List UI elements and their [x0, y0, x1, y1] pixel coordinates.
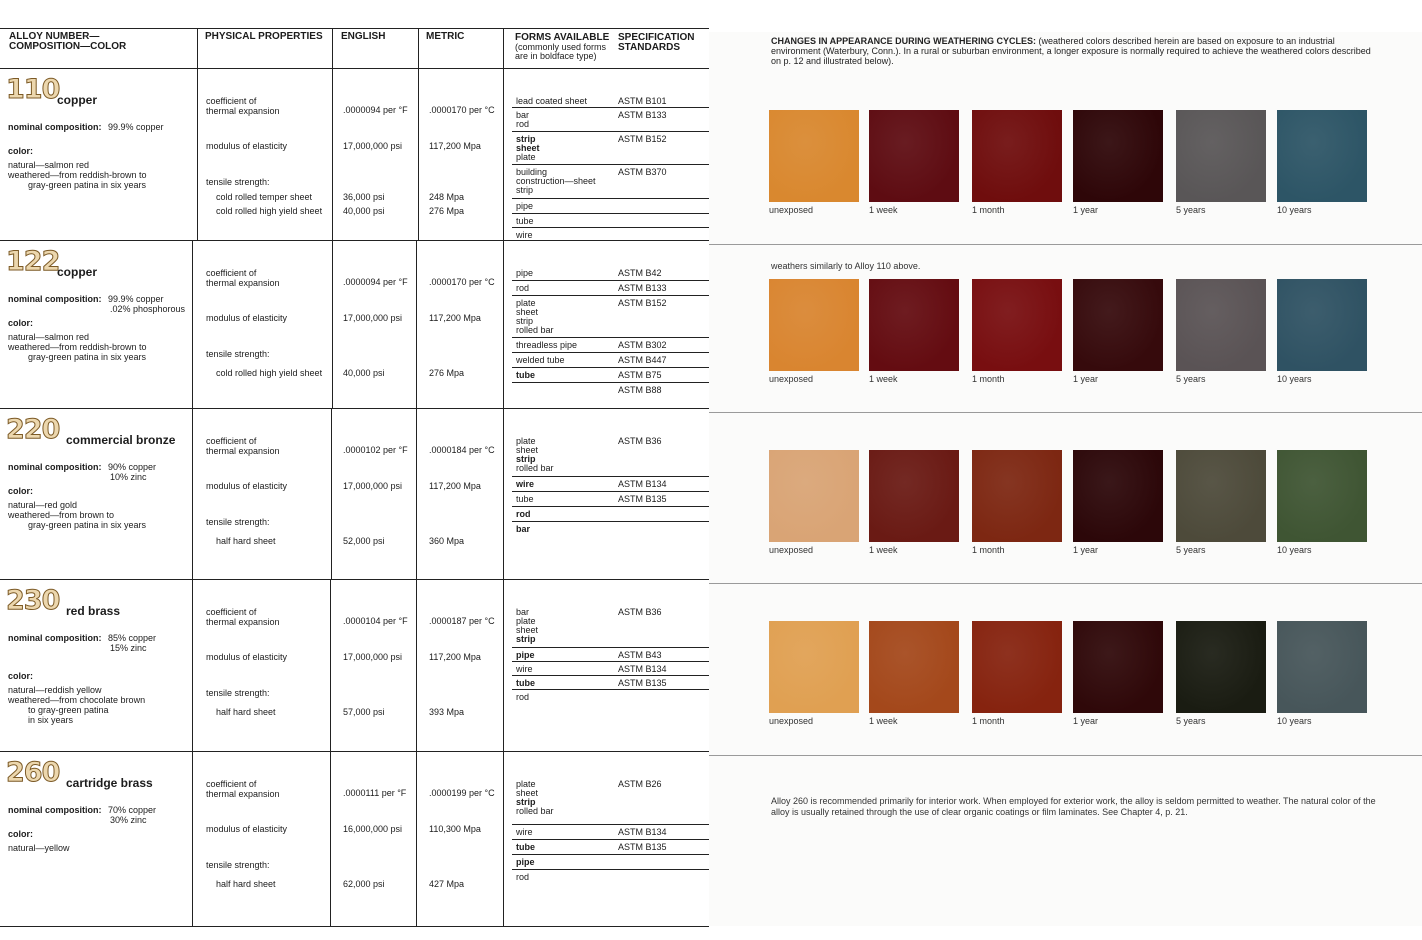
form-item: rolled bar: [516, 806, 554, 816]
tensile-item-label: half hard sheet: [216, 536, 276, 546]
spec-standard: ASTM B88: [618, 385, 662, 395]
form-item: plate: [516, 779, 536, 789]
header-forms: [515, 33, 609, 73]
spec-standard: ASTM B134: [618, 664, 667, 674]
modulus-metric: 117,200 Mpa: [429, 481, 481, 491]
form-item: building: [516, 167, 548, 177]
composition-value: 10% zinc: [110, 472, 147, 482]
cte-metric: .0000199 per °C: [429, 788, 495, 798]
weathering-row-divider: [709, 244, 1422, 245]
color-swatch-10-years: [1277, 279, 1367, 371]
form-divider: [512, 839, 709, 840]
swatch-label: 1 year: [1073, 716, 1099, 726]
cte-label-1: coefficient of: [206, 436, 257, 446]
modulus-english: 17,000,000 psi: [343, 313, 403, 323]
form-item: bar: [516, 524, 531, 534]
color-swatch-10-years: [1277, 450, 1367, 542]
color-swatch-1-year: [1073, 621, 1163, 713]
nominal-composition: [8, 805, 102, 815]
tensile-item-metric: 276 Mpa: [429, 206, 465, 216]
tensile-label: tensile strength:: [206, 860, 270, 870]
color-description: weathered—from brown to: [8, 510, 115, 520]
header-metric: METRIC: [426, 31, 465, 42]
spec-standard: ASTM B101: [618, 96, 667, 106]
spec-standard: ASTM B26: [618, 779, 662, 789]
swatch-label: 5 years: [1176, 374, 1206, 384]
swatch-label: unexposed: [769, 716, 814, 726]
weathering-note: weathers similarly to Alloy 110 above.: [771, 261, 921, 271]
color-swatch-1-week: [869, 279, 959, 371]
spec-standard: ASTM B135: [618, 494, 667, 504]
tensile-item-label: half hard sheet: [216, 879, 276, 889]
color-swatch-5-years: [1176, 110, 1266, 202]
spec-standard: ASTM B152: [618, 298, 667, 308]
color-swatch-1-week: [869, 450, 959, 542]
weathering-title: CHANGES IN APPEARANCE DURING WEATHERING CYCLES:: [771, 36, 1037, 46]
form-divider: [512, 280, 709, 281]
weathering-row-divider: [709, 583, 1422, 584]
tensile-item-metric: 393 Mpa: [429, 707, 465, 717]
swatch-label: 1 week: [869, 545, 898, 555]
header-spec: [618, 33, 694, 73]
alloy-number: 230: [6, 585, 60, 616]
spec-standard: ASTM B152: [618, 134, 667, 144]
composition-value: 70% copper: [108, 805, 157, 815]
alloy-name: cartridge brass: [66, 776, 153, 790]
form-item: wire: [516, 664, 533, 674]
alloy-number: 110: [6, 74, 60, 105]
weathering-header: [771, 36, 1381, 66]
spec-standard: ASTM B42: [618, 268, 662, 278]
composition-value: 15% zinc: [110, 643, 147, 653]
form-item: pipe: [516, 268, 534, 278]
color-swatch-1-month: [972, 279, 1062, 371]
color-description: natural—reddish yellow: [8, 685, 102, 695]
form-divider: [512, 107, 709, 108]
weathering-row-divider: [709, 755, 1422, 756]
form-item: strip: [516, 797, 536, 807]
composition-value: 30% zinc: [110, 815, 147, 825]
spec-standard: ASTM B135: [618, 842, 667, 852]
spec-standard: ASTM B36: [618, 607, 662, 617]
color-swatch-5-years: [1176, 450, 1266, 542]
form-item: threadless pipe: [516, 340, 578, 350]
tensile-item-label: cold rolled high yield sheet: [216, 368, 323, 378]
swatch-label: 1 year: [1073, 205, 1099, 215]
tensile-item-label: cold rolled temper sheet: [216, 192, 313, 202]
form-divider: [512, 337, 709, 338]
spec-standard: ASTM B135: [618, 678, 667, 688]
tensile-item-english: 36,000 psi: [343, 192, 385, 202]
swatch-label: 1 month: [972, 374, 1005, 384]
spec-standard: ASTM B134: [618, 479, 667, 489]
form-item: bar: [516, 110, 530, 120]
form-item: sheet: [516, 143, 540, 153]
modulus-english: 17,000,000 psi: [343, 141, 403, 151]
form-item: rod: [516, 692, 530, 702]
spec-standard: ASTM B447: [618, 355, 667, 365]
form-item: wire: [516, 827, 533, 837]
color-swatch-1-year: [1073, 279, 1163, 371]
cte-label-1: coefficient of: [206, 607, 257, 617]
swatch-label: 1 month: [972, 716, 1005, 726]
spec-standard: ASTM B370: [618, 167, 667, 177]
color-swatch-1-month: [972, 450, 1062, 542]
form-item: sheet: [516, 445, 539, 455]
form-item: pipe: [516, 650, 535, 660]
form-item: sheet: [516, 625, 539, 635]
modulus-metric: 117,200 Mpa: [429, 141, 481, 151]
tensile-item-english: 57,000 psi: [343, 707, 385, 717]
cte-label-1: coefficient of: [206, 779, 257, 789]
header-alloy-line1: ALLOY NUMBER—: [9, 31, 100, 42]
form-divider: [512, 213, 709, 214]
form-divider: [512, 476, 709, 477]
header-english: ENGLISH: [341, 31, 386, 42]
color-label: color:: [8, 486, 34, 496]
cte-label-2: thermal expansion: [206, 789, 280, 799]
composition-value: 85% copper: [108, 633, 157, 643]
alloy-properties-table: [0, 28, 709, 926]
tensile-item-label: cold rolled high yield sheet: [216, 206, 323, 216]
tensile-item-metric: 248 Mpa: [429, 192, 465, 202]
color-swatch-1-year: [1073, 450, 1163, 542]
composition-value: .02% phosphorous: [110, 304, 186, 314]
composition-value: 90% copper: [108, 462, 157, 472]
header-physical: PHYSICAL PROPERTIES: [205, 31, 323, 42]
color-description: gray-green patina in six years: [28, 180, 147, 190]
cte-metric: .0000170 per °C: [429, 277, 495, 287]
color-description: natural—salmon red: [8, 160, 90, 170]
nominal-composition: [8, 462, 102, 472]
color-swatch-unexposed: [769, 621, 859, 713]
color-description: gray-green patina in six years: [28, 352, 147, 362]
alloy-row-230: [0, 579, 709, 751]
form-item: sheet: [516, 307, 539, 317]
alloy-name: red brass: [66, 604, 121, 618]
form-divider: [512, 367, 709, 368]
header-forms-note-2: are in boldface type): [515, 51, 597, 61]
color-swatch-1-year: [1073, 110, 1163, 202]
nominal-composition: [8, 294, 102, 304]
composition-label: nominal composition:: [8, 633, 102, 643]
form-item: rod: [516, 509, 531, 519]
form-divider: [512, 506, 709, 507]
swatch-label: 10 years: [1277, 716, 1312, 726]
form-item: tube: [516, 842, 535, 852]
alloy-name: commercial bronze: [66, 433, 176, 447]
modulus-english: 17,000,000 psi: [343, 481, 403, 491]
form-item: wire: [516, 479, 535, 489]
alloy-row-220: [0, 408, 709, 579]
swatch-label: 10 years: [1277, 545, 1312, 555]
tensile-label: tensile strength:: [206, 517, 270, 527]
color-swatch-1-month: [972, 621, 1062, 713]
swatch-label: unexposed: [769, 205, 814, 215]
tensile-item-metric: 360 Mpa: [429, 536, 465, 546]
cte-label-1: coefficient of: [206, 268, 257, 278]
modulus-english: 16,000,000 psi: [343, 824, 403, 834]
alloy-row-260: [0, 751, 709, 926]
swatch-label: unexposed: [769, 545, 814, 555]
cte-english: .0000102 per °F: [343, 445, 408, 455]
cte-label-2: thermal expansion: [206, 446, 280, 456]
row-divider: [0, 926, 709, 927]
composition-value: 99.9% copper: [108, 294, 164, 304]
form-item: strip: [516, 316, 534, 326]
weathering-description: (weathered colors described herein are based on exposure to an industrial environment (Waterbury, Conn.). In a rural or suburban environment, a longer exposure is normally required to achieve the weathered colors described on p. 12 and illustrated below).: [771, 36, 1371, 66]
spec-standard: ASTM B133: [618, 283, 667, 293]
cte-label-2: thermal expansion: [206, 278, 280, 288]
alloy-number: 260: [6, 757, 60, 788]
color-swatch-1-week: [869, 110, 959, 202]
form-divider: [512, 352, 709, 353]
form-divider: [512, 675, 709, 676]
swatch-label: unexposed: [769, 374, 814, 384]
color-swatch-unexposed: [769, 450, 859, 542]
form-divider: [512, 491, 709, 492]
color-label: color:: [8, 829, 34, 839]
form-divider: [512, 647, 709, 648]
composition-value: 99.9% copper: [108, 122, 164, 132]
weathering-row-divider: [709, 412, 1422, 413]
spec-standard: ASTM B302: [618, 340, 667, 350]
color-swatch-unexposed: [769, 279, 859, 371]
composition-label: nominal composition:: [8, 805, 102, 815]
modulus-metric: 117,200 Mpa: [429, 652, 481, 662]
color-description: to gray-green patina: [28, 705, 109, 715]
form-item: strip: [516, 454, 536, 464]
tensile-item-english: 40,000 psi: [343, 206, 385, 216]
form-item: bar: [516, 607, 530, 617]
tensile-label: tensile strength:: [206, 349, 270, 359]
swatch-label: 1 year: [1073, 374, 1099, 384]
swatch-label: 1 week: [869, 205, 898, 215]
swatch-label: 5 years: [1176, 545, 1206, 555]
nominal-composition: [8, 633, 102, 643]
form-item: tube: [516, 216, 534, 226]
form-item: strip: [516, 134, 536, 144]
alloy-row-122: [0, 240, 709, 408]
tensile-item-english: 52,000 psi: [343, 536, 385, 546]
header-spec-line1: SPECIFICATION: [618, 32, 695, 43]
tensile-item-metric: 427 Mpa: [429, 879, 465, 889]
header-forms-title: FORMS AVAILABLE: [515, 32, 610, 43]
header-forms-note: [515, 43, 609, 61]
spec-standard: ASTM B43: [618, 650, 662, 660]
modulus-metric: 110,300 Mpa: [429, 824, 481, 834]
modulus-english: 17,000,000 psi: [343, 652, 403, 662]
form-divider: [512, 661, 709, 662]
color-swatch-1-week: [869, 621, 959, 713]
color-swatch-1-month: [972, 110, 1062, 202]
color-label: color:: [8, 318, 34, 328]
swatch-label: 5 years: [1176, 716, 1206, 726]
swatch-label: 10 years: [1277, 205, 1312, 215]
form-divider: [512, 131, 709, 132]
color-swatch-5-years: [1176, 621, 1266, 713]
form-item: tube: [516, 370, 535, 380]
swatch-label: 1 week: [869, 374, 898, 384]
color-description: natural—salmon red: [8, 332, 90, 342]
swatch-label: 1 year: [1073, 545, 1099, 555]
spec-standard: ASTM B36: [618, 436, 662, 446]
form-item: rolled bar: [516, 463, 554, 473]
modulus-metric: 117,200 Mpa: [429, 313, 481, 323]
color-swatch-5-years: [1176, 279, 1266, 371]
swatch-label: 1 month: [972, 205, 1005, 215]
form-item: pipe: [516, 857, 535, 867]
form-item: plate: [516, 616, 536, 626]
header-alloy: [9, 32, 126, 72]
modulus-label: modulus of elasticity: [206, 313, 288, 323]
modulus-label: modulus of elasticity: [206, 824, 288, 834]
modulus-label: modulus of elasticity: [206, 481, 288, 491]
cte-english: .0000094 per °F: [343, 105, 408, 115]
alloy-row-110: [0, 68, 709, 240]
form-item: sheet: [516, 788, 539, 798]
composition-label: nominal composition:: [8, 462, 102, 472]
form-item: strip: [516, 185, 534, 195]
form-item: plate: [516, 436, 536, 446]
table-top-rule: [0, 28, 709, 29]
form-item: welded tube: [516, 355, 565, 365]
form-divider: [512, 382, 709, 383]
tensile-item-english: 40,000 psi: [343, 368, 385, 378]
alloy-number: 122: [6, 246, 60, 277]
color-description: weathered—from chocolate brown: [8, 695, 146, 705]
tensile-label: tensile strength:: [206, 177, 270, 187]
color-swatch-unexposed: [769, 110, 859, 202]
form-item: rolled bar: [516, 325, 554, 335]
color-label: color:: [8, 671, 34, 681]
spec-standard: ASTM B75: [618, 370, 662, 380]
alloy-number: 220: [6, 414, 60, 445]
swatch-label: 1 week: [869, 716, 898, 726]
color-description: in six years: [28, 715, 74, 725]
tensile-label: tensile strength:: [206, 688, 270, 698]
color-swatch-10-years: [1277, 110, 1367, 202]
form-item: construction—sheet: [516, 176, 596, 186]
form-divider: [512, 164, 709, 165]
cte-label-1: coefficient of: [206, 96, 257, 106]
form-divider: [512, 227, 709, 228]
color-description: gray-green patina in six years: [28, 520, 147, 530]
color-swatch-10-years: [1277, 621, 1367, 713]
cte-label-2: thermal expansion: [206, 106, 280, 116]
form-item: plate: [516, 152, 536, 162]
form-divider: [512, 854, 709, 855]
form-divider: [512, 198, 709, 199]
header-alloy-line2: COMPOSITION—COLOR: [9, 41, 127, 52]
form-item: rod: [516, 872, 530, 882]
cte-metric: .0000187 per °C: [429, 616, 495, 626]
swatch-label: 10 years: [1277, 374, 1312, 384]
form-divider: [512, 689, 709, 690]
form-item: wire: [516, 230, 533, 240]
tensile-item-metric: 276 Mpa: [429, 368, 465, 378]
form-divider: [512, 869, 709, 870]
color-label: color:: [8, 146, 34, 156]
form-item: rod: [516, 119, 530, 129]
tensile-item-label: half hard sheet: [216, 707, 276, 717]
form-item: pipe: [516, 201, 534, 211]
composition-label: nominal composition:: [8, 122, 102, 132]
swatch-label: 5 years: [1176, 205, 1206, 215]
cte-english: .0000094 per °F: [343, 277, 408, 287]
form-item: rod: [516, 283, 530, 293]
spec-standard: ASTM B133: [618, 110, 667, 120]
header-forms-note-1: (commonly used forms: [515, 42, 607, 52]
color-description: natural—yellow: [8, 843, 70, 853]
form-item: strip: [516, 634, 536, 644]
weathering-panel: [709, 32, 1422, 926]
form-divider: [512, 521, 709, 522]
modulus-label: modulus of elasticity: [206, 141, 288, 151]
cte-metric: .0000170 per °C: [429, 105, 495, 115]
color-description: weathered—from reddish-brown to: [8, 170, 147, 180]
header-spec-line2: STANDARDS: [618, 42, 681, 53]
composition-label: nominal composition:: [8, 294, 102, 304]
form-divider: [512, 824, 709, 825]
swatch-label: 1 month: [972, 545, 1005, 555]
cte-english: .0000111 per °F: [343, 788, 407, 798]
modulus-label: modulus of elasticity: [206, 652, 288, 662]
form-divider: [512, 295, 709, 296]
form-item: tube: [516, 494, 534, 504]
form-item: lead coated sheet: [516, 96, 588, 106]
tensile-item-english: 62,000 psi: [343, 879, 385, 889]
alloy-name: copper: [57, 265, 98, 279]
color-description: weathered—from reddish-brown to: [8, 342, 147, 352]
weathering-note: Alloy 260 is recommended primarily for interior work. When employed for exterior work, the alloy is seldom permitted to weather. The natural color of the alloy is usually retained through the use of clear organic coatings or film laminates. See Chapter 4, p. 21.: [771, 796, 1376, 817]
nominal-composition: [8, 122, 102, 132]
form-item: tube: [516, 678, 535, 688]
color-description: natural—red gold: [8, 500, 78, 510]
form-item: plate: [516, 298, 536, 308]
cte-english: .0000104 per °F: [343, 616, 408, 626]
cte-metric: .0000184 per °C: [429, 445, 495, 455]
spec-standard: ASTM B134: [618, 827, 667, 837]
cte-label-2: thermal expansion: [206, 617, 280, 627]
alloy-name: copper: [57, 93, 98, 107]
